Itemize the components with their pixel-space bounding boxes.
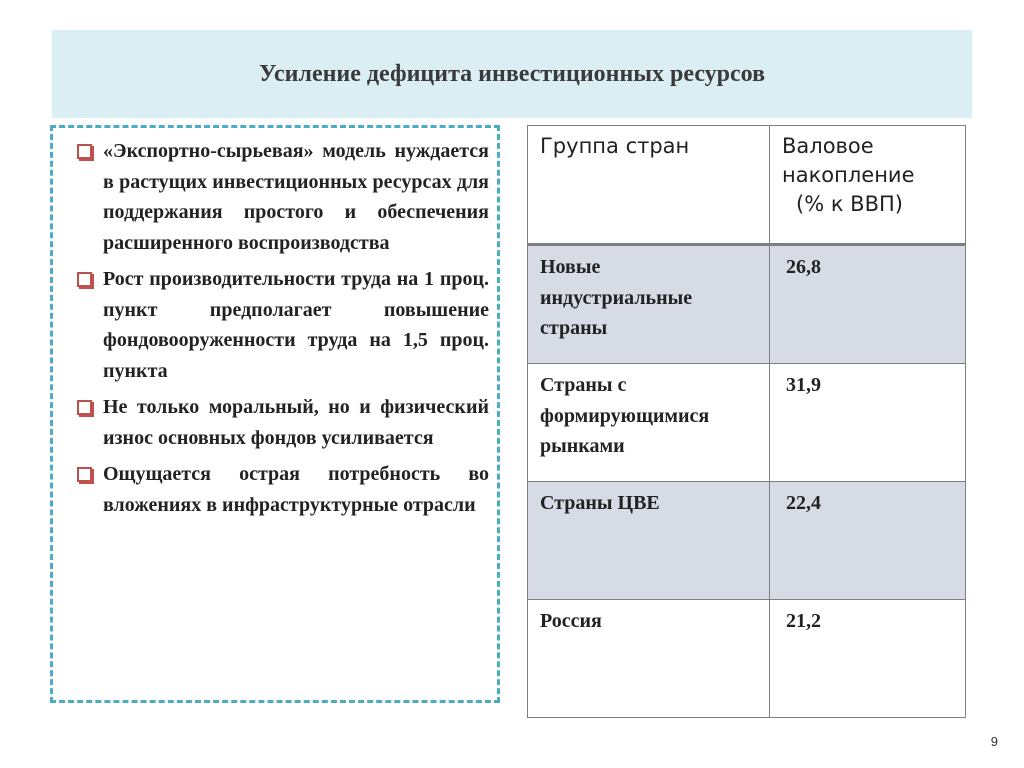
cell-value: 26,8 bbox=[770, 245, 966, 364]
bullet-item bbox=[77, 136, 489, 258]
bullet-item bbox=[77, 264, 489, 386]
header-accumulation-unit: (% к ВВП) bbox=[796, 192, 903, 216]
cell-group: Россия bbox=[528, 600, 770, 718]
header-accumulation-label: Валовое накопление bbox=[782, 134, 915, 187]
table-row bbox=[528, 600, 966, 718]
investment-table bbox=[527, 125, 966, 718]
checkbox-square-icon bbox=[77, 400, 92, 415]
bullet-item bbox=[77, 459, 489, 520]
checkbox-square-icon bbox=[77, 272, 92, 287]
cell-value: 22,4 bbox=[770, 482, 966, 600]
table-header-row bbox=[528, 126, 966, 245]
header-accumulation bbox=[770, 126, 966, 245]
cell-group: Страны с формирующимися рынками bbox=[528, 364, 770, 482]
bullet-list-box bbox=[50, 125, 500, 703]
table-row bbox=[528, 364, 966, 482]
slide-number: 9 bbox=[990, 734, 998, 749]
table-row bbox=[528, 245, 966, 364]
checkbox-square-icon bbox=[77, 467, 92, 482]
cell-group: Страны ЦВЕ bbox=[528, 482, 770, 600]
bullet-text: Не только моральный, но и физический износ основных фондов усиливается bbox=[103, 396, 489, 449]
bullet-text: Ощущается острая потребность во вложениях в инфраструктурные отрасли bbox=[103, 463, 489, 516]
title-bar bbox=[52, 30, 972, 118]
cell-value: 21,2 bbox=[770, 600, 966, 718]
table-row bbox=[528, 482, 966, 600]
bullet-text: «Экспортно-сырьевая» модель нуждается в растущих инвестиционных ресурсах для поддержания простого и обеспечения расширенного воспроизводства bbox=[103, 140, 489, 254]
bullet-item bbox=[77, 392, 489, 453]
checkbox-square-icon bbox=[77, 144, 92, 159]
header-group: Группа стран bbox=[528, 126, 770, 245]
cell-value: 31,9 bbox=[770, 364, 966, 482]
bullet-text: Рост производительности труда на 1 проц. пункт предполагает повышение фондовооруженности труда на 1,5 проц. пункта bbox=[103, 268, 489, 382]
cell-group: Новые индустриальные страны bbox=[528, 245, 770, 364]
page-title: Усиление дефицита инвестиционных ресурсов bbox=[258, 60, 766, 87]
